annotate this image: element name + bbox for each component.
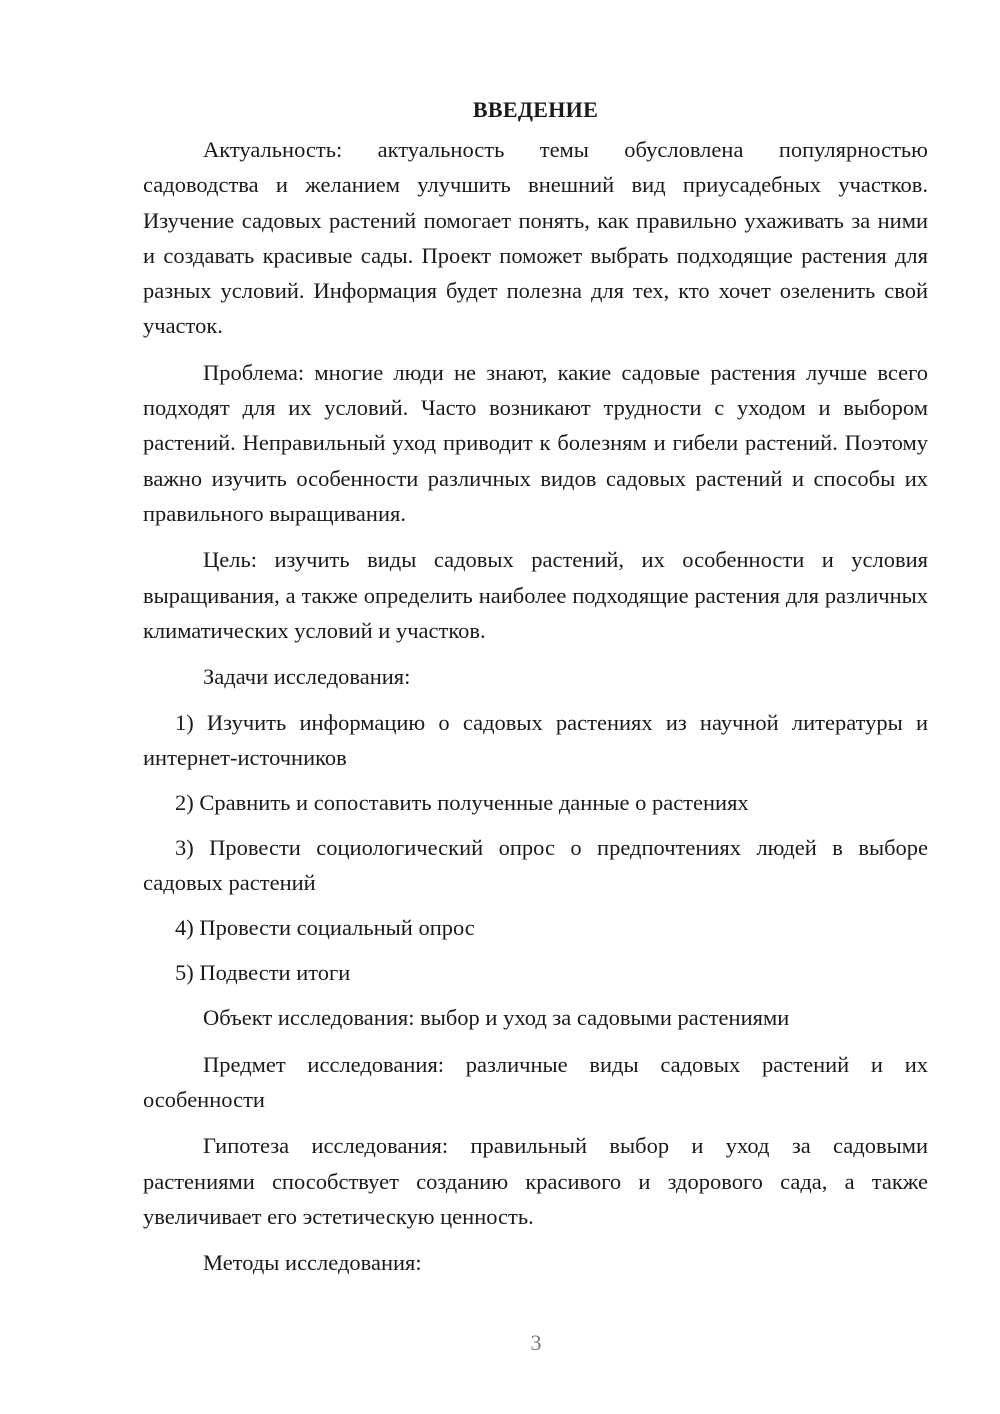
- task-item-2: 2) Сравнить и сопоставить полученные данные о растениях: [175, 790, 749, 816]
- paragraph-subject: Предмет исследования: различные виды садовых растений и их особенности: [143, 1051, 928, 1113]
- page-number: 3: [530, 1330, 542, 1355]
- paragraph-goal: Цель: изучить виды садовых растений, их особенности и условия выращивания, а также определить наиболее подходящие растения для различных климатических условий и участков.: [143, 547, 928, 643]
- page-content: [143, 92, 928, 1292]
- task-item-4: 4) Провести социальный опрос: [175, 915, 475, 941]
- section-title: ВВЕДЕНИЕ: [472, 97, 599, 122]
- paragraph-hypothesis: Гипотеза исследования: правильный выбор и уход за садовыми растениями способствует созданию красивого и здорового сада, а также увеличивает его эстетическую ценность.: [143, 1133, 928, 1229]
- paragraph-relevance: Актуальность: актуальность темы обусловлена популярностью садоводства и желанием улучшить внешний вид приусадебных участков. Изучение садовых растений помогает понять, как правильно ухаживать за ними и создавать красивые сады. Проект поможет выбрать подходящие растения для разных условий. Информация будет полезна для тех, кто хочет озеленить свой участок.: [143, 137, 928, 339]
- paragraph-object: Объект исследования: выбор и уход за садовыми растениями: [203, 1005, 790, 1031]
- task-item-5: 5) Подвести итоги: [175, 960, 351, 986]
- task-item-3: 3) Провести социологический опрос о предпочтениях людей в выборе садовых растений: [143, 835, 928, 896]
- paragraph-methods: Методы исследования:: [203, 1250, 422, 1276]
- paragraph-tasks-heading: Задачи исследования:: [203, 664, 411, 690]
- task-item-1: 1) Изучить информацию о садовых растениях из научной литературы и интернет-источников: [143, 710, 928, 771]
- paragraph-problem: Проблема: многие люди не знают, какие садовые растения лучше всего подходят для их условий. Часто возникают трудности с уходом и выбором растений. Неправильный уход приводит к болезням и гибели растений. Поэтому важно изучить особенности различных видов садовых растений и способы их правильного выращивания.: [143, 359, 928, 526]
